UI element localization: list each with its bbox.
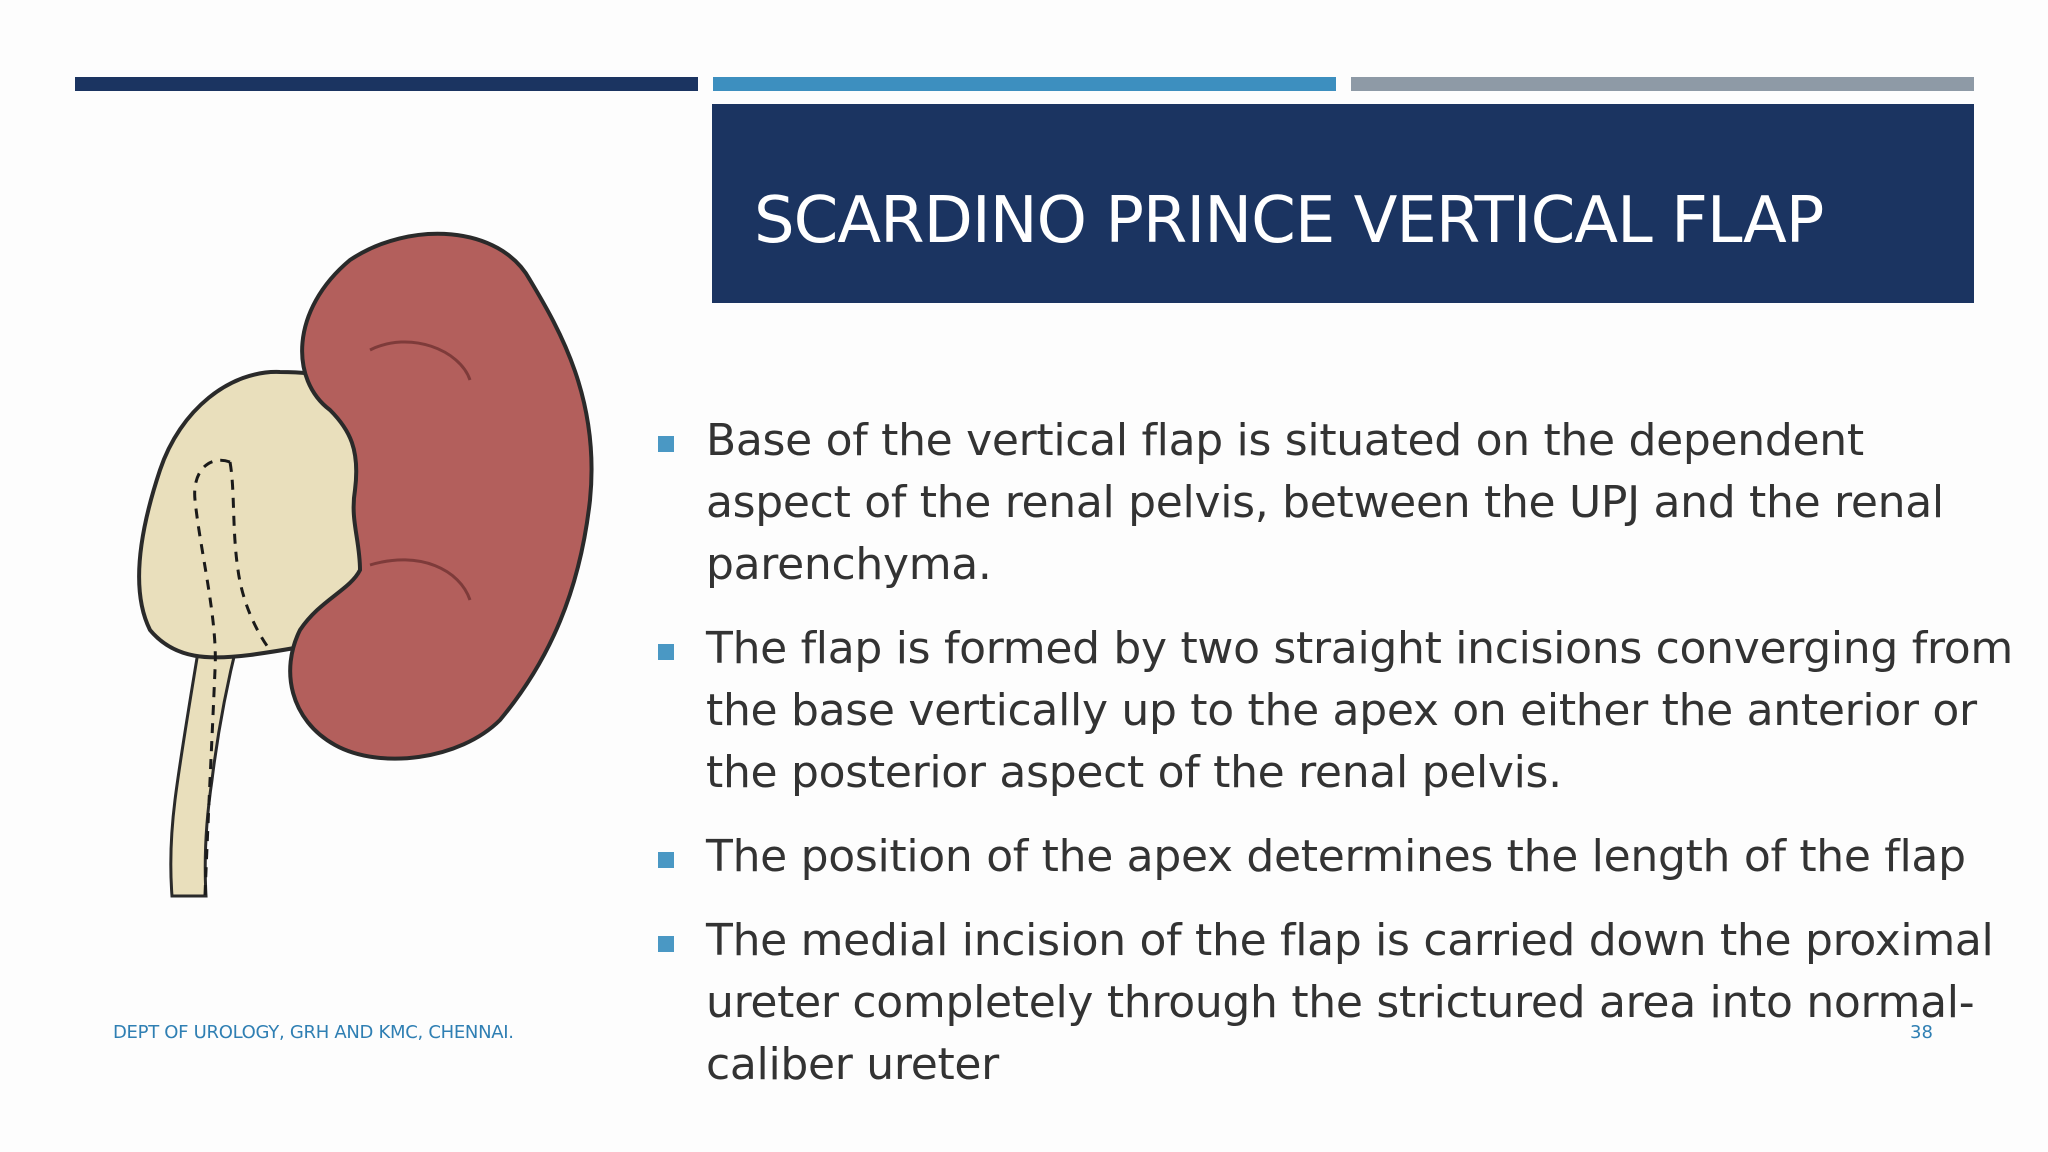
footer-text: DEPT OF UROLOGY, GRH AND KMC, CHENNAI. <box>113 1022 514 1043</box>
square-bullet-icon <box>658 436 674 452</box>
page-number: 38 <box>1910 1022 1933 1043</box>
bullet-item <box>650 826 2020 888</box>
kidney-illustration <box>120 200 620 920</box>
square-bullet-icon <box>658 936 674 952</box>
bullet-text: The medial incision of the flap is carried down the proximal ureter completely through the strictured area into normal-caliber ureter <box>706 915 1994 1090</box>
bullet-item <box>650 618 2020 804</box>
accent-bar-dark <box>75 77 698 91</box>
ureter <box>171 640 238 896</box>
bullet-list <box>650 410 2020 1118</box>
accent-bar-blue <box>713 77 1336 91</box>
square-bullet-icon <box>658 644 674 660</box>
bullet-item <box>650 410 2020 596</box>
title-banner <box>712 104 1974 303</box>
bullet-item <box>650 910 2020 1096</box>
slide-title: SCARDINO PRINCE VERTICAL FLAP <box>754 184 1824 258</box>
bullet-text: The position of the apex determines the length of the flap <box>706 831 1966 882</box>
accent-bar-gray <box>1351 77 1974 91</box>
bullet-text: The flap is formed by two straight incisions converging from the base vertically up to the apex on either the anterior or the posterior aspect of the renal pelvis. <box>706 623 2013 798</box>
bullet-text: Base of the vertical flap is situated on the dependent aspect of the renal pelvis, between the UPJ and the renal parenchyma. <box>706 415 1944 590</box>
square-bullet-icon <box>658 852 674 868</box>
